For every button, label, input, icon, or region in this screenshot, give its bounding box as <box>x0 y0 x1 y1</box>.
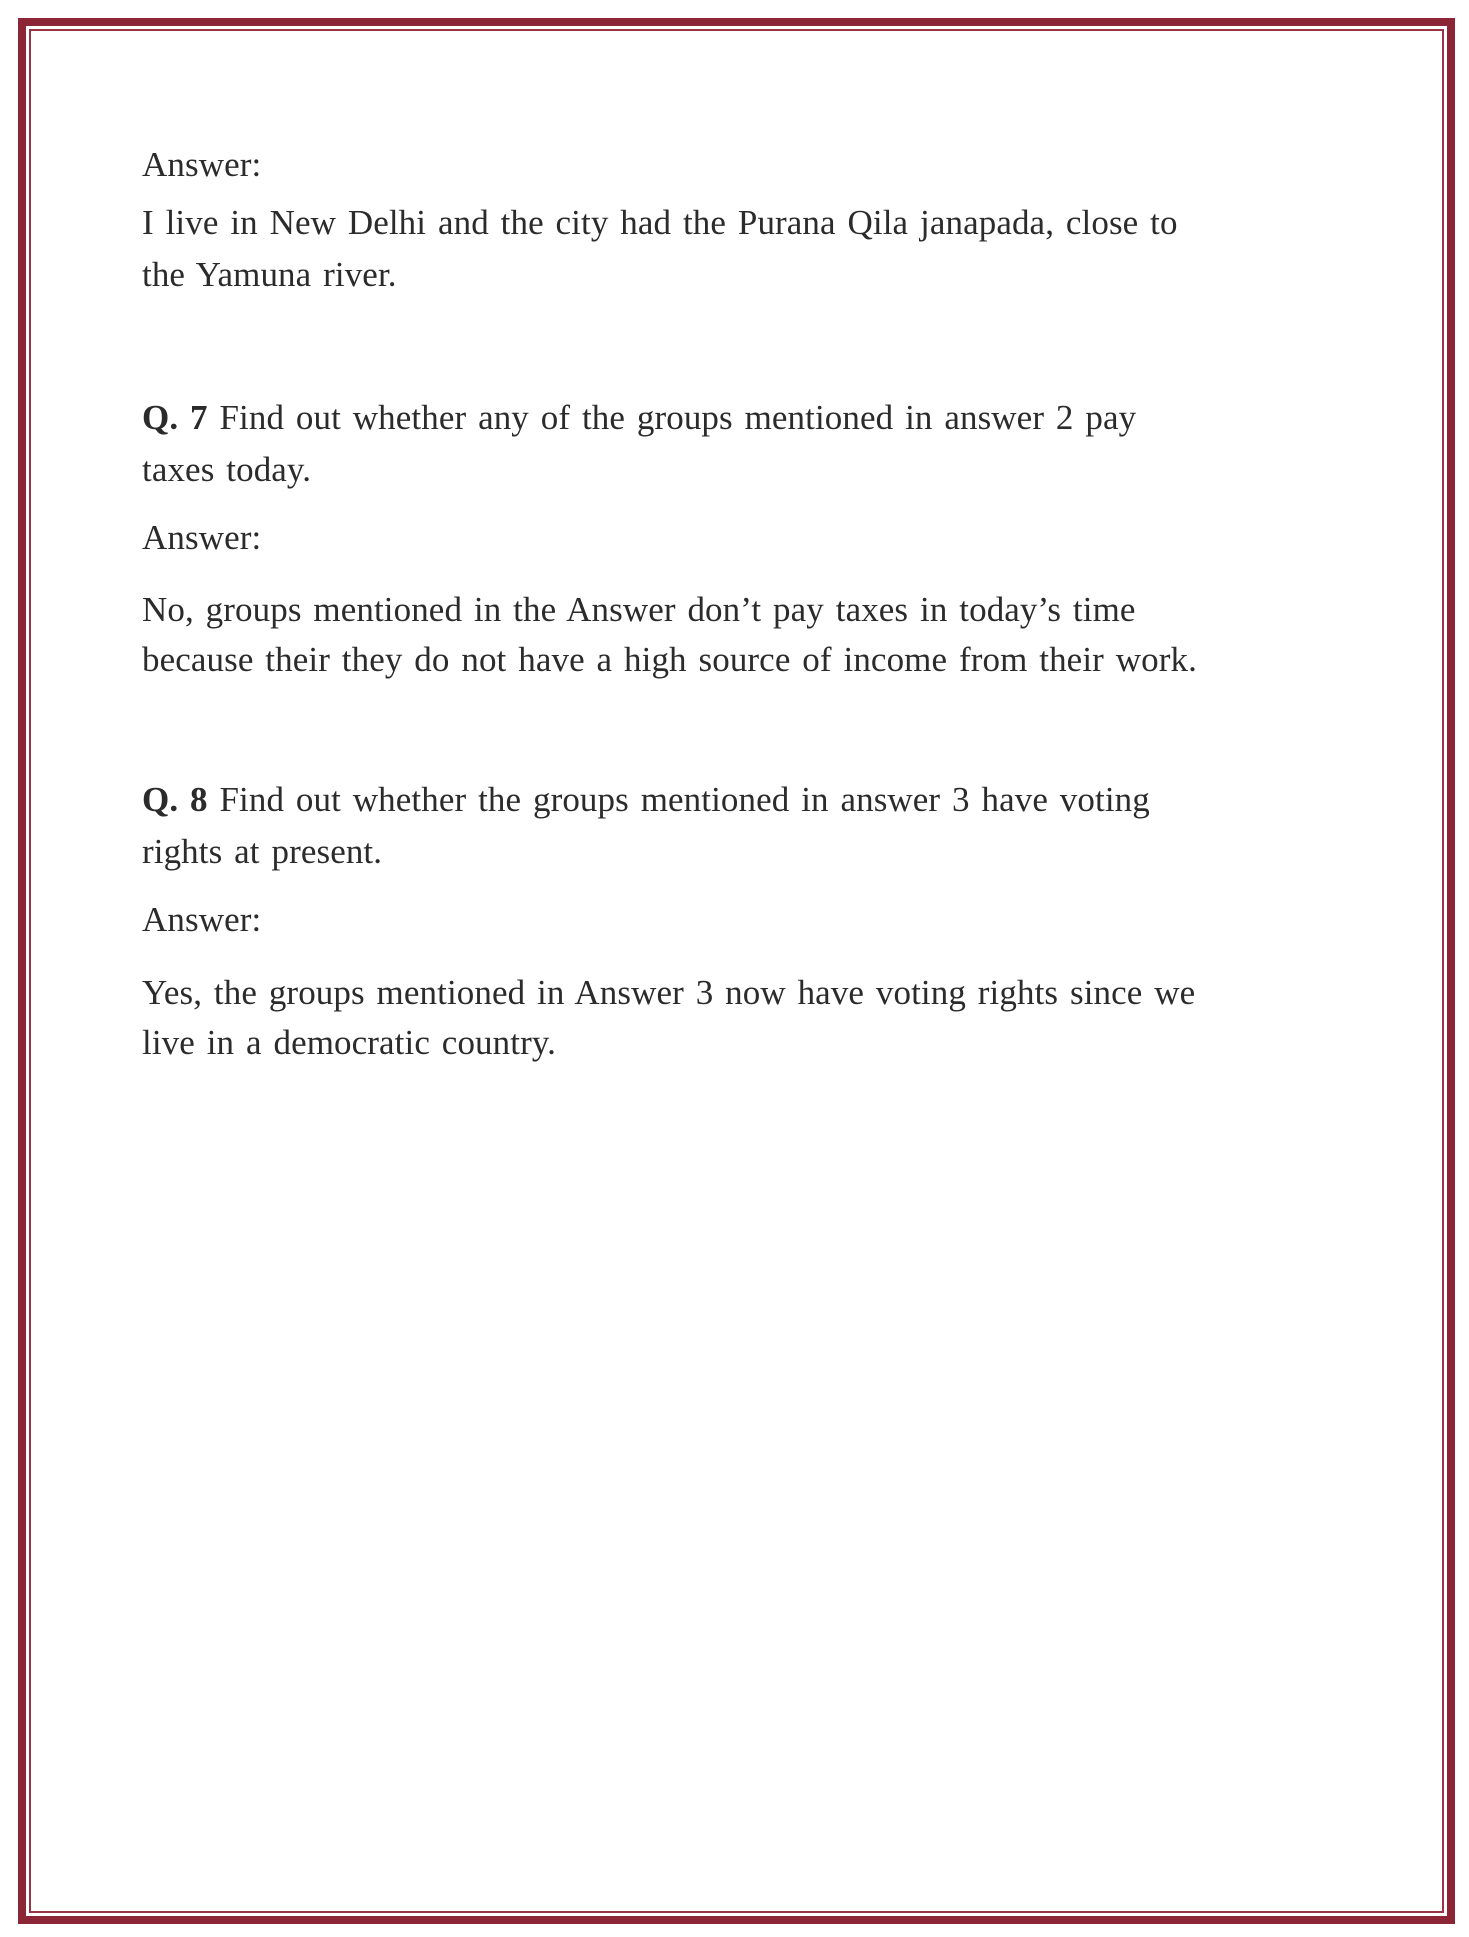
answer-label: Answer: <box>142 518 262 557</box>
question-number: Q. 7 <box>142 398 208 437</box>
answer-text-line: No, groups mentioned in the Answer don’t pay taxes in today’s time <box>142 590 1136 629</box>
question-text-line: taxes today. <box>142 450 312 489</box>
page-border-inner-line <box>29 29 1444 1913</box>
question-text-line: rights at present. <box>142 832 383 871</box>
answer-text-line: because their they do not have a high source of income from their work. <box>142 640 1197 679</box>
question-text: Find out whether any of the groups mentioned in answer 2 pay <box>207 398 1137 437</box>
answer-text-line: Yes, the groups mentioned in Answer 3 now have voting rights since we <box>142 973 1196 1012</box>
question-8 <box>142 780 1150 820</box>
answer-text-line: I live in New Delhi and the city had the Purana Qila janapada, close to <box>142 203 1178 242</box>
answer-label: Answer: <box>142 145 262 184</box>
page-border-frame <box>18 18 1455 1924</box>
question-text: Find out whether the groups mentioned in answer 3 have voting <box>207 780 1150 819</box>
answer-label: Answer: <box>142 900 262 939</box>
question-number: Q. 8 <box>142 780 208 819</box>
answer-text-line: the Yamuna river. <box>142 255 397 294</box>
answer-text-line: live in a democratic country. <box>142 1023 556 1062</box>
question-7 <box>142 398 1136 438</box>
